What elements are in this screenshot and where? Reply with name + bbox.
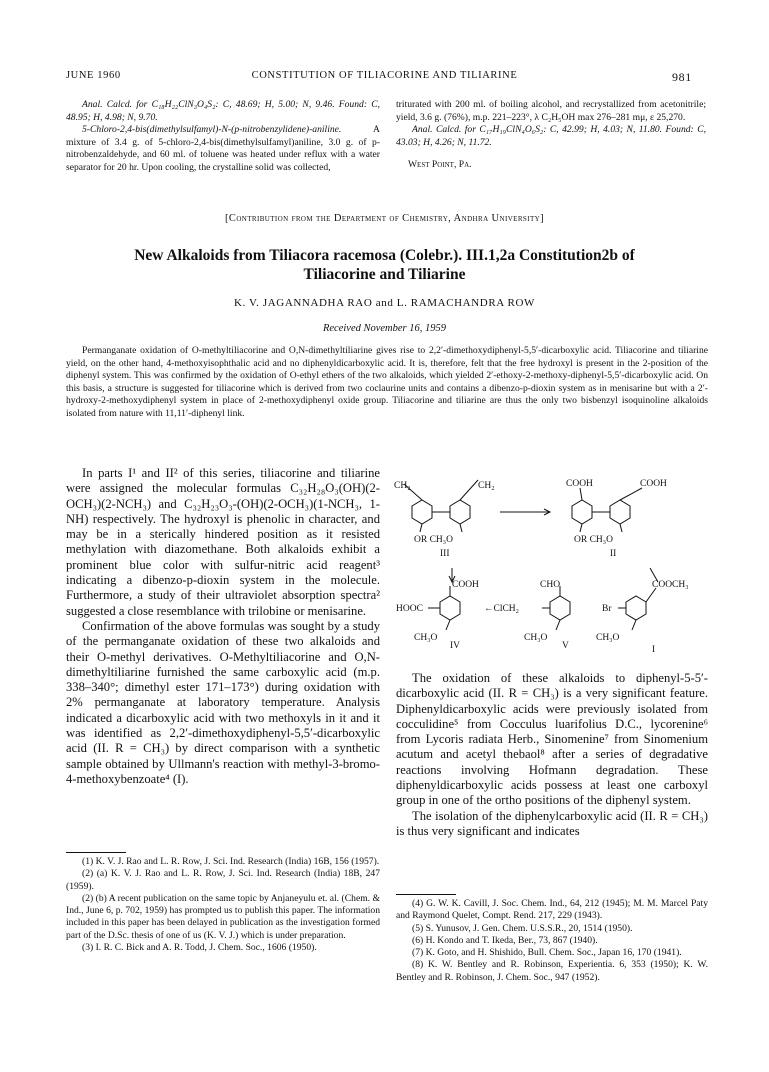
label-cooh-1: COOH: [566, 479, 593, 489]
footnote-8: (8) K. W. Bentley and R. Robinson, Experientia. 6, 353 (1950); K. W. Bentley and R. Robinson, J. Chem. Soc., 947 (1952).: [396, 959, 708, 983]
label-hooc: HOOC: [396, 604, 423, 614]
ring-iii-left: [412, 500, 432, 524]
footnote-5: (5) S. Yunusov, J. Gen. Chem. U.S.S.R., 20, 1514 (1950).: [412, 922, 633, 934]
label-compound-iv: IV: [450, 641, 461, 651]
contribution-line: [Contribution from the Department of Chemistry, Andhra University]: [225, 213, 544, 224]
footnotes-right: [396, 898, 708, 984]
footnote-4: (4) G. W. K. Cavill, J. Soc. Chem. Ind., 64, 212 (1945); M. M. Marcel Paty and Raymond Quelet, Compt. Rend. 217, 229 (1943).: [396, 898, 708, 922]
body-right-para-2: The isolation of the diphenylcarboxylic acid (II. R = CH₃) is thus very significant and indicates: [396, 808, 708, 838]
footnote-1: (1) K. V. J. Rao and L. R. Row, J. Sci. Ind. Research (India) 16B, 156 (1957).: [82, 856, 380, 867]
abstract-text: Permanganate oxidation of O-methyltiliacorine and O,N-dimethyltiliarine gives rise to 2,2′-dimethoxydiphenyl-5,5′-dicarboxylic acid. Tiliacorine and tiliarine yield, on the other hand, 4-methoxyisophthalic acid and no diphenyldicarboxylic acid. It is, therefore, felt that the free hydroxyl is present in the 2-position of the diphenyl system. This was confirmed by the oxidation of O-ethyl ethers of the two alkaloids, which yielded 2′-ethoxy-2-methoxy-diphenyl-5,5′-dicarboxylic acid. On this basis, a structure is suggested for tiliacorine which is derived from two coclaurine units and contains a dibenzo-p-dioxin system as in menisarine but with a 2′-hydroxy-2-methoxydiphenyl system in place of 2-methoxydiphenyl oxide group. Tiliacorine and tiliarine are thus the only two bisbenzyl isoquinoline alkaloids isolated from nature with 11,11′-diphenyl link.: [66, 345, 708, 419]
prev-prep-title: 5-Chloro-2,4-bis(dimethylsulfamyl)-N-(p-nitrobenzylidene)-aniline.: [82, 124, 342, 136]
page-number: 981: [672, 70, 692, 84]
label-ch3o-i: CH₃O: [596, 633, 620, 643]
ring-i: [626, 596, 646, 620]
label-orch3o-b: OR CH₃O: [574, 535, 613, 545]
label-ch3o-iv: CH₃O: [414, 633, 438, 643]
footnotes-left: [66, 856, 380, 954]
label-cho: CHO: [540, 580, 561, 590]
footnote-6: (6) H. Kondo and T. Ikeda, Ber., 73, 867 (1940).: [412, 934, 598, 946]
ring-ii-right: [610, 500, 630, 524]
authors: K. V. JAGANNADHA RAO and L. RAMACHANDRA ROW: [233, 297, 536, 309]
ring-ii-left: [572, 500, 592, 524]
article-title-line2: Tiliacorine and Tiliarine: [303, 266, 466, 283]
ring-v: [550, 596, 570, 620]
prev-article-right: [396, 99, 706, 172]
label-clch2: ←ClCH₂: [484, 604, 519, 614]
ring-iv: [440, 596, 460, 620]
chemical-scheme: [390, 470, 708, 668]
received-date: Received November 16, 1959: [322, 323, 447, 334]
prev-article-left: [66, 99, 380, 175]
body-left-para-1: In parts I¹ and II² of this series, tiliacorine and tiliarine were assigned the molecular formulas C₃₂H₂₈O₃(OH)(2-OCH₃)(2-NCH₃) and C₃₂H₂₃O₃-(OH)(2-OCH₃)(1-NCH₃, 1-NH) respectively. The hydroxyl is phenolic in character, and may be in a sterically hindered position as it resisted methylation with diazomethane. Both alkaloids exhibit a prominent blue color with sulfur-nitric acid reagent³ indicating a dibenzo-p-dioxin system in the molecule. Furthermore, a study of their ultraviolet absorption spectra² suggested a close resemblance with trilobine or menisarine.: [66, 466, 380, 618]
body-right-column: [396, 671, 708, 839]
footnote-divider-left: [66, 852, 126, 853]
prev-right-text: triturated with 200 ml. of boiling alcohol, and recrystallized from acetonitrile; yield, 3.6 g. (76%), m.p. 221–223°, λ C₂H₅OH max 276–281 mμ, ε 25,270.: [396, 99, 706, 123]
running-header-title: CONSTITUTION OF TILIACORINE AND TILIARINE: [251, 70, 518, 81]
label-ch3o-v: CH₃O: [524, 633, 548, 643]
running-header-date: JUNE 1960: [66, 70, 121, 81]
label-compound-ii: II: [610, 549, 617, 559]
footnote-divider-right: [396, 894, 456, 895]
label-ch2-a: CH₂: [394, 481, 411, 491]
body-left-column: [66, 466, 380, 787]
footnote-2a: (2) (a) K. V. J. Rao and L. R. Row, J. Sci. Ind. Research (India) 18B, 247 (1959).: [66, 868, 380, 892]
label-orch3o-a: OR CH₃O: [414, 535, 453, 545]
prev-place: West Point, Pa.: [408, 159, 472, 171]
footnote-3: (3) I. R. C. Bick and A. R. Todd, J. Chem. Soc., 1606 (1950).: [82, 942, 317, 954]
label-compound-i: I: [652, 645, 656, 655]
label-cooh-2: COOH: [640, 479, 667, 489]
article-title-line1: New Alkaloids from Tiliacora racemosa (Colebr.). III.1,2a Constitution2b of: [134, 247, 635, 264]
ring-iii-right: [450, 500, 470, 524]
label-compound-iii: III: [440, 549, 450, 559]
footnote-7: (7) K. Goto, and H. Shishido, Bull. Chem. Soc., Japan 16, 170 (1941).: [412, 947, 682, 959]
body-left-para-2: Confirmation of the above formulas was sought by a study of the permanganate oxidation of these two alkaloids and their O-methyl derivatives. O-Methyltiliacorine and O,N-dimethyltiliarine furnished the same carboxylic acid (m.p. 338–340°; dimethyl ester 171–173°) during oxidation with 2% permanganate at laboratory temperature. Analysis indicated a dicarboxylic acid with two methoxyls in it and it was identified as 2,2′-dimethoxydiphenyl-5,5′-dicarboxylic acid (II. R = CH₃) by direct comparison with a synthetic sample obtained by Ullmann's reaction with methyl-3-bromo-4-methoxybenzoate⁴ (I).: [66, 618, 380, 786]
label-ch2-b: CH₂: [478, 481, 495, 491]
label-compound-v: V: [562, 641, 569, 651]
prev-prep-body: A mixture of 3.4 g. of 5-chloro-2,4-bis(dimethylsulfamyl)aniline, 3.0 g. of p-nitrobenzaldehyde, and 60 ml. of toluene was heated under reflux with a water separator for 20 hr. Upon cooling, the crystalline solid was collected,: [66, 124, 380, 173]
prev-anal-2: Anal. Calcd. for C₁₇H₁₉ClN₄O₆S₂: C, 42.99; H, 4.03; N, 11.80. Found: C, 43.03; H, 4.26; N, 11.72.: [396, 124, 706, 148]
label-cooch3: COOCH₃: [652, 580, 689, 590]
label-br: Br: [602, 604, 612, 614]
body-right-para-1: The oxidation of these alkaloids to diphenyl-5-5′-dicarboxylic acid (II. R = CH₃) is a very significant feature. Diphenyldicarboxylic acids were previously isolated from cocculidine⁵ from Cocculus luarifolius D.C., lycorenine⁶ from Lycoris radiata Herb., Sinomenine⁷ from Sinomenium acutum and acetyl thebaol⁸ after a series of degradative reactions involving Hofmann degradation. These diphenyldicarboxylic acids possess at least one carboxyl group in one of the ortho positions of the diphenyl system.: [396, 671, 708, 808]
abstract: [66, 345, 708, 421]
prev-prep-paragraph: [66, 124, 380, 174]
label-cooh-3: COOH: [452, 580, 479, 590]
prev-anal-1: Anal. Calcd. for C₁₈H₂₂ClN₃O₄S₂: C, 48.69; H, 5.00; N, 9.46. Found: C, 48.95; H, 4.98; N, 9.70.: [66, 99, 380, 123]
footnote-2b: (2) (b) A recent publication on the same topic by Anjaneyulu et. al. (Chem. & Ind., June 6, p. 702, 1959) has prompted us to publish this paper. The information included in this paper has been delayed in publication as the investigation formed part of the D.Sc. thesis of one of us (K. V. J.) which is under preparation.: [66, 892, 380, 941]
